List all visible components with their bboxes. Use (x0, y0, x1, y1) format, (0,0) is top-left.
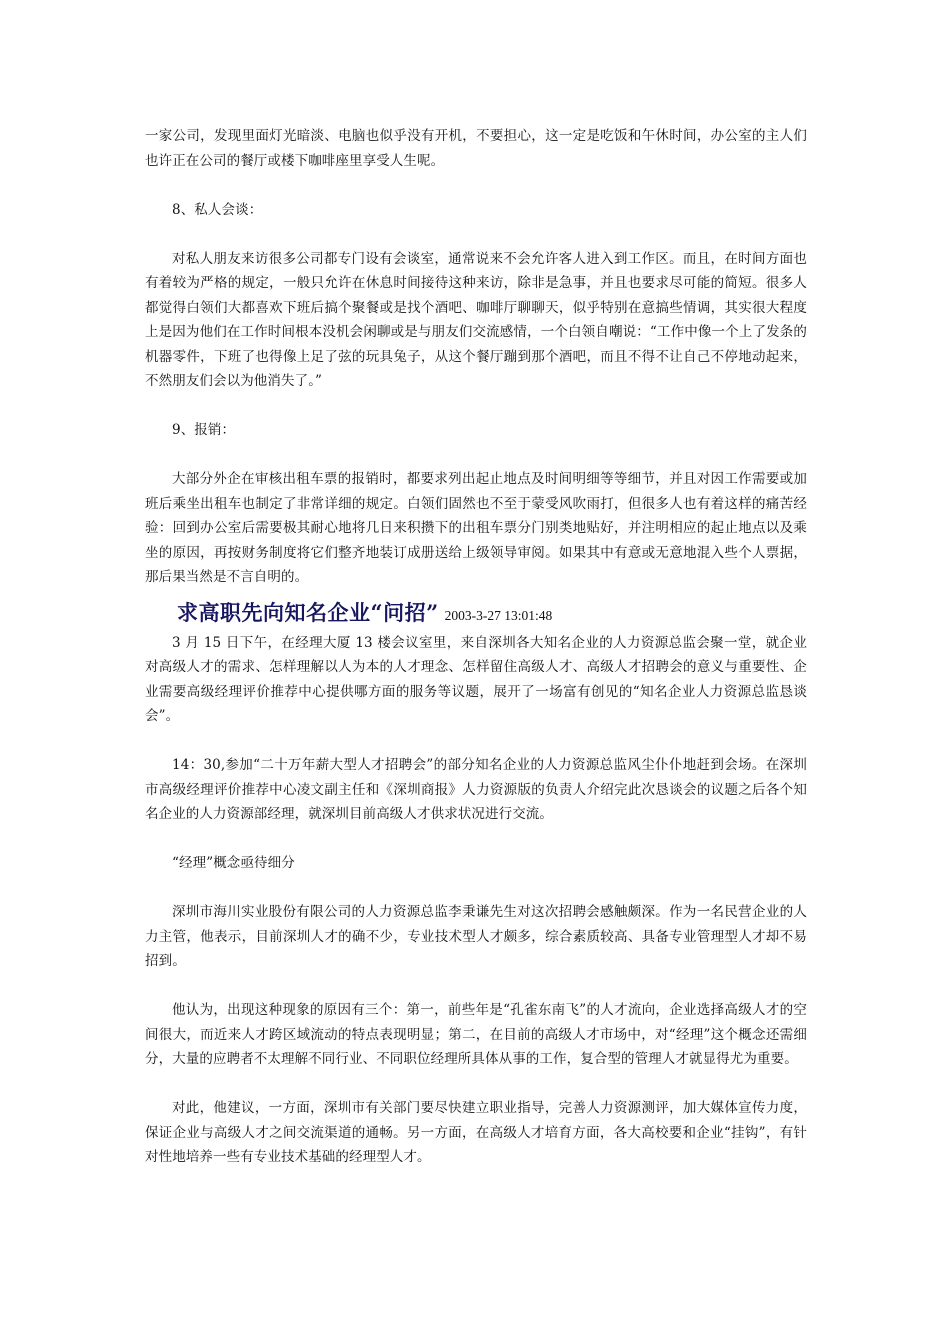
article-date: 2003-3-27 13:01:48 (444, 607, 553, 623)
continuation-paragraph: 一家公司，发现里面灯光暗淡、电脑也似乎没有开机，不要担心，这一定是吃饭和午休时间，办公室的主人们也许正在公司的餐厅或楼下咖啡座里享受人生呢。 (145, 128, 807, 169)
article-title: 求高职先向知名企业“问招” (177, 599, 439, 625)
paragraph-gap (145, 974, 807, 999)
article-paragraph: 深圳市海川实业股份有限公司的人力资源总监李秉谦先生对这次招聘会感触颇深。作为一名民营企业的人力主管，他表示，目前深圳人才的确不少，专业技术型人才颇多，综合素质较高、具备专业管理型人才却不易招到。 (145, 904, 807, 969)
article-paragraph: 他认为，出现这种现象的原因有三个：第一，前些年是“孔雀东南飞”的人才流向，企业选择高级人才的空间很大，而近来人才跨区域流动的特点表现明显；第二，在目前的高级人才市场中，对“经理”这个概念还需细分，大量的应聘者不太理解不同行业、不同职位经理所具体从事的工作，复合型的管理人才就显得尤为重要。 (145, 1002, 807, 1067)
article-header (145, 598, 807, 631)
article-subheading: “经理”概念亟待细分 (172, 855, 295, 871)
paragraph-gap (145, 827, 807, 852)
section-paragraph-8: 对私人朋友来访很多公司都专门设有会谈室，通常说来不会允许客人进入到工作区。而且，在时间方面也有着较为严格的规定，一般只允许在休息时间接待这种来访，除非是急事，并且也要求尽可能的简短。很多人都觉得白领们大都喜欢下班后搞个聚餐或是找个酒吧、咖啡厅聊聊天，似乎特别在意搞些情调，其实很大程度上是因为他们在工作时间根本没机会闲聊或是与朋友们交流感情，一个白领自嘲说：“工作中像一个上了发条的机器零件，下班了也得像上足了弦的玩具兔子，从这个餐厅蹦到那个酒吧，而且不得不让自己不停地动起来，不然朋友们会以为他消失了。” (145, 250, 807, 389)
section-paragraph-9: 大部分外企在审核出租车票的报销时，都要求列出起止地点及时间明细等等细节，并且对因工作需要或加班后乘坐出租车也制定了非常详细的规定。白领们固然也不至于蒙受风吹雨打，但很多人也有着这样的痛苦经验：回到办公室后需要极其耐心地将几日来积攒下的出租车票分门别类地贴好，并注明相应的起止地点以及乘坐的原因，再按财务制度将它们整齐地装订成册送给上级领导审阅。如果其中有意或无意地混入些个人票据，那后果当然是不言自明的。 (145, 471, 807, 585)
section-heading-9: 9、报销： (172, 422, 236, 438)
paragraph-gap (145, 1072, 807, 1097)
paragraph-gap (145, 173, 807, 198)
article-paragraph: 对此，他建议，一方面，深圳市有关部门要尽快建立职业指导，完善人力资源测评，加大媒体宣传力度，保证企业与高级人才之间交流渠道的通畅。另一方面，在高级人才培育方面，各大高校要和企业“挂钩”，有针对性地培养一些有专业技术基础的经理型人才。 (145, 1100, 807, 1165)
paragraph-gap (145, 222, 807, 247)
paragraph-gap (145, 394, 807, 419)
document-page (145, 124, 807, 1170)
article-paragraph: 3 月 15 日下午，在经理大厦 13 楼会议室里，来自深圳各大知名企业的人力资源总监会聚一堂，就企业对高级人才的需求、怎样理解以人为本的人才理念、怎样留住高级人才、高级人才招聘会的意义与重要性、企业需要高级经理评价推荐中心提供哪方面的服务等议题，展开了一场富有创见的“知名企业人力资源总监恳谈会”。 (145, 634, 807, 724)
paragraph-gap (145, 876, 807, 901)
paragraph-gap (145, 729, 807, 754)
article-paragraph: 14：30,参加“二十万年薪大型人才招聘会”的部分知名企业的人力资源总监风尘仆仆地赶到会场。在深圳市高级经理评价推荐中心凌文副主任和《深圳商报》人力资源版的负责人介绍完此次恳谈会的议题之后各个知名企业的人力资源部经理，就深圳目前高级人才供求状况进行交流。 (145, 757, 807, 822)
paragraph-gap (145, 443, 807, 468)
section-heading-8: 8、私人会谈： (172, 201, 263, 218)
